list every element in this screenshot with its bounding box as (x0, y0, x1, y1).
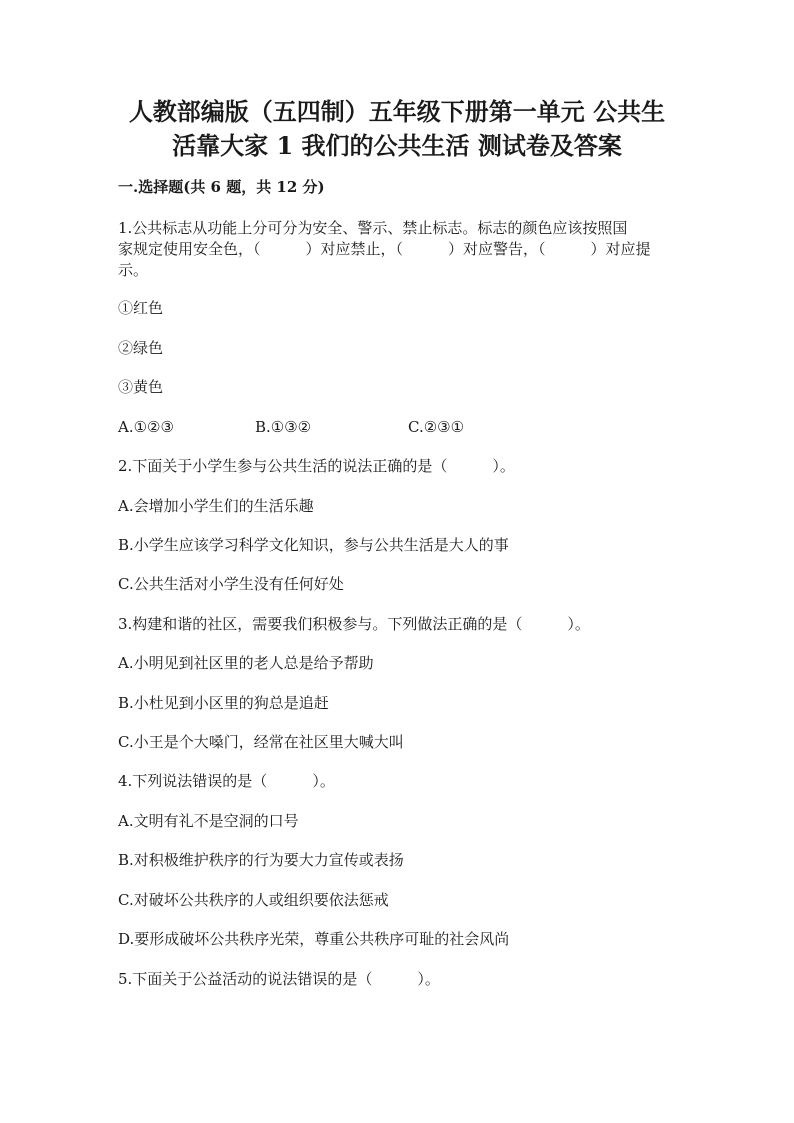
question-3-option-c: C.小王是个大嗓门，经常在社区里大喊大叫 (118, 733, 404, 751)
question-4-option-d: D.要形成破坏公共秩序光荣，尊重公共秩序可耻的社会风尚 (118, 930, 510, 948)
question-1-item-yellow: ③黄色 (118, 378, 164, 396)
question-2-option-a: A.会增加小学生们的生活乐趣 (118, 497, 314, 515)
question-4-option-b: B.对积极维护秩序的行为要大力宣传或表扬 (118, 851, 404, 869)
question-1-stem-line-2: 家规定使用安全色，（ ）对应禁止，（ ）对应警告，（ ）对应提 (118, 240, 651, 258)
document-title-line-2: 活靠大家 1 我们的公共生活 测试卷及答案 (172, 131, 622, 160)
question-2-stem: 2.下面关于小学生参与公共生活的说法正确的是（ ）。 (118, 457, 515, 475)
question-1-stem-line-1: 1.公共标志从功能上分可分为安全、警示、禁止标志。标志的颜色应该按照国 (118, 219, 628, 237)
question-1-stem-line-3: 示。 (118, 261, 149, 279)
question-1-option-a: A.①②③ (118, 418, 174, 436)
question-4-option-c: C.对破坏公共秩序的人或组织要依法惩戒 (118, 891, 389, 909)
question-1-item-red: ①红色 (118, 299, 164, 317)
question-3-option-b: B.小杜见到小区里的狗总是追赶 (118, 694, 329, 712)
question-3-option-a: A.小明见到社区里的老人总是给予帮助 (118, 654, 374, 672)
question-1-item-green: ②绿色 (118, 339, 164, 357)
question-5-stem: 5.下面关于公益活动的说法错误的是（ ）。 (118, 970, 440, 988)
section-heading: 一.选择题(共 6 题，共 12 分) (118, 178, 325, 196)
question-2-option-c: C.公共生活对小学生没有任何好处 (118, 575, 344, 593)
question-4-option-a: A.文明有礼不是空洞的口号 (118, 812, 299, 830)
question-1-option-b: B.①③② (255, 418, 312, 436)
question-1-option-c: C.②③① (408, 418, 465, 436)
question-3-stem: 3.构建和谐的社区，需要我们积极参与。下列做法正确的是（ ）。 (118, 615, 590, 633)
document-title-line-1: 人教部编版（五四制）五年级下册第一单元 公共生 (128, 97, 666, 126)
question-4-stem: 4.下列说法错误的是（ ）。 (118, 772, 335, 790)
question-2-option-b: B.小学生应该学习科学文化知识，参与公共生活是大人的事 (118, 536, 509, 554)
